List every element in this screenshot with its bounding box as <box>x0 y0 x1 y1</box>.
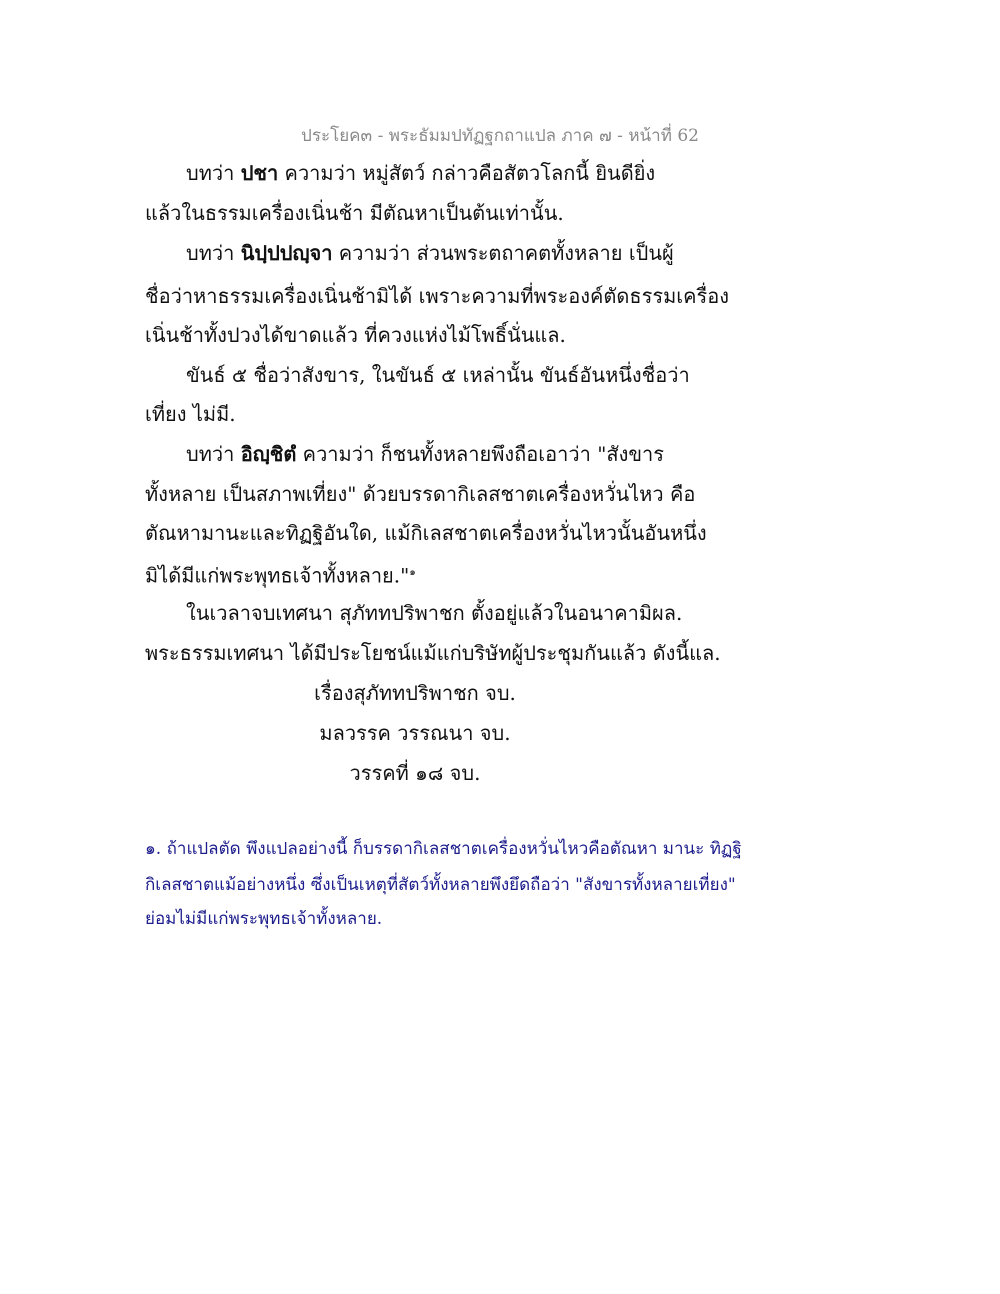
commentary-end-line: มลวรรค วรรณนา จบ. <box>319 721 511 745</box>
p4-prefix: บทว่า <box>186 442 241 466</box>
footnote-line-1: ๑. ถ้าแปลตัด พึงแปลอย่างนี้ ก็บรรดากิเลสชาตเครื่องหวั่นไหวคือตัณหา มานะ ทิฏฐิ <box>145 839 742 859</box>
p4-term: อิญฺชิตํ <box>240 442 297 466</box>
paragraph-5-line-1: ในเวลาจบเทศนา สุภัททปริพาชก ตั้งอยู่แล้วในอนาคามิผล. <box>186 601 683 625</box>
chapter-end-line: วรรคที่ ๑๘ จบ. <box>349 761 481 785</box>
paragraph-1-line-2: แล้วในธรรมเครื่องเนิ่นช้า มีตัณหาเป็นต้นเท่านั้น. <box>145 201 564 225</box>
paragraph-4-line-3: ตัณหามานะและทิฏฐิอันใด, แม้กิเลสชาตเครื่องหวั่นไหวนั้นอันหนึ่ง <box>145 521 707 545</box>
p4-line4-text: มิได้มีแก่พระพุทธเจ้าทั้งหลาย." <box>145 563 410 588</box>
p2-rest: ความว่า ส่วนพระตถาคตทั้งหลาย เป็นผู้ <box>332 241 674 265</box>
paragraph-2-line-1 <box>186 240 674 266</box>
p4-rest: ความว่า ก็ชนทั้งหลายพึงถือเอาว่า "สังขาร <box>296 442 665 466</box>
paragraph-4-line-4 <box>145 560 416 589</box>
p1-rest: ความว่า หมู่สัตว์ กล่าวคือสัตวโลกนี้ ยินดียิ่ง <box>278 161 656 185</box>
footnote-line-3: ย่อมไม่มีแก่พระพุทธเจ้าทั้งหลาย. <box>145 909 383 929</box>
paragraph-1-line-1 <box>186 160 655 186</box>
story-end-line: เรื่องสุภัททปริพาชก จบ. <box>314 681 516 705</box>
paragraph-2-line-2: ชื่อว่าหาธรรมเครื่องเนิ่นช้ามิได้ เพราะความที่พระองค์ตัดธรรมเครื่อง <box>145 284 729 308</box>
page-header: ประโยค๓ - พระธัมมปทัฏฐกถาแปล ภาค ๗ - หน้าที่ 62 <box>301 126 699 146</box>
p1-prefix: บทว่า <box>186 161 241 185</box>
paragraph-3-line-1: ขันธ์ ๕ ชื่อว่าสังขาร, ในขันธ์ ๕ เหล่านั้น ขันธ์อันหนึ่งชื่อว่า <box>186 363 690 387</box>
paragraph-2-line-3: เนิ่นช้าทั้งปวงได้ขาดแล้ว ที่ควงแห่งไม้โพธิ์นั่นแล. <box>145 323 566 347</box>
p1-term: ปชา <box>240 161 279 185</box>
footnote-line-2: กิเลสชาตแม้อย่างหนึ่ง ซึ่งเป็นเหตุที่สัตว์ทั้งหลายพึงยึดถือว่า "สังขารทั้งหลายเที่ยง" <box>145 875 736 895</box>
paragraph-5-line-2: พระธรรมเทศนา ได้มีประโยชน์แม้แก่บริษัทผู้ประชุมกันแล้ว ดังนี้แล. <box>145 641 721 665</box>
p2-prefix: บทว่า <box>186 241 241 265</box>
paragraph-4-line-2: ทั้งหลาย เป็นสภาพเที่ยง" ด้วยบรรดากิเลสชาตเครื่องหวั่นไหว คือ <box>145 482 696 506</box>
paragraph-4-line-1 <box>186 441 664 467</box>
paragraph-3-line-2: เที่ยง ไม่มี. <box>145 402 236 426</box>
footnote-marker: ๑ <box>409 567 416 578</box>
p2-term: นิปฺปปญฺจา <box>240 241 333 265</box>
